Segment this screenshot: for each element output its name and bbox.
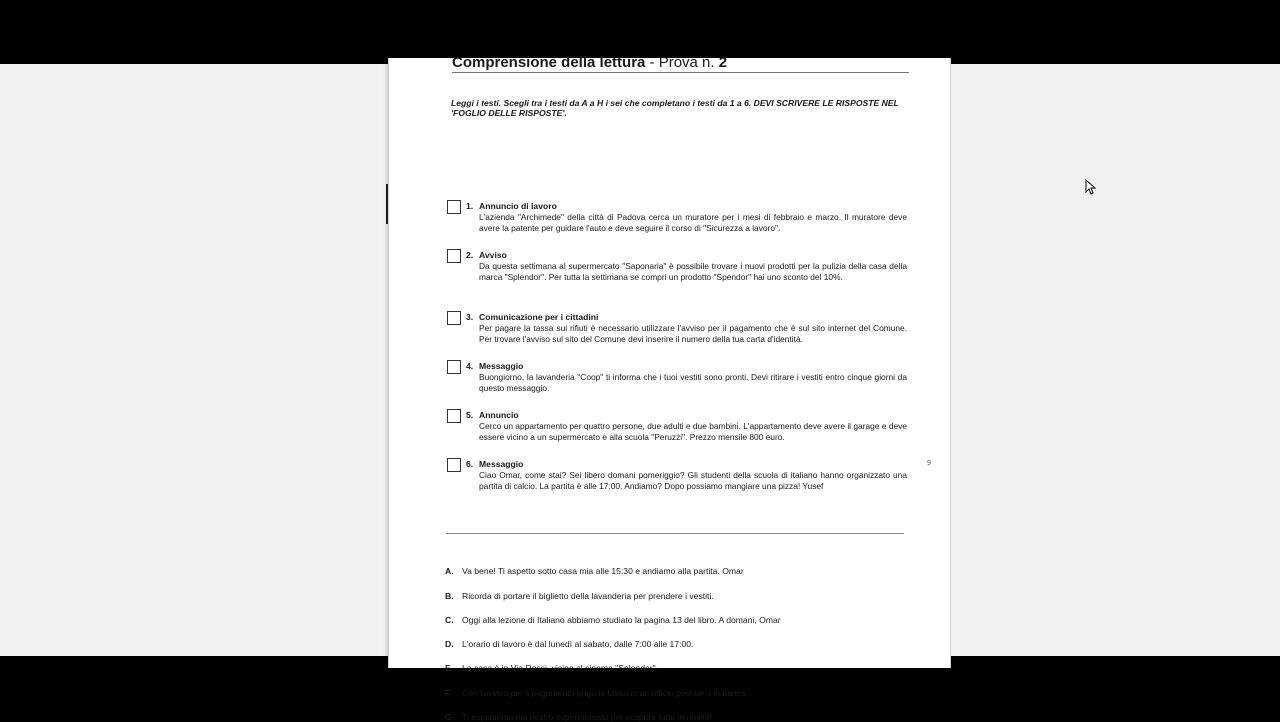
answer-letter: E. <box>445 663 454 673</box>
answer-letter: A. <box>445 566 454 576</box>
answer-text: L'orario di lavoro è dal lunedì al sabato, dalle 7:00 alle 17:00. <box>462 639 694 649</box>
answer-text: Ricorda di portare il biglietto della lavanderia per prendere i vestiti. <box>462 591 714 601</box>
question-number: 2. <box>466 250 474 260</box>
answer-checkbox-2[interactable] <box>447 249 461 263</box>
answer-letter: C. <box>445 615 454 625</box>
section-divider <box>446 533 904 534</box>
answer-letter: D. <box>445 639 454 649</box>
question-text: Ciao Omar, come stai? Sei libero domani pomeriggio? Gli studenti della scuola di italiano hanno organizzato una partita di calcio. La partita è alle 17:00. Andiamo? Dopo possiamo mangiare una pizza! Yusef <box>479 470 907 491</box>
page-number: 9 <box>927 460 931 467</box>
question-title: Avviso <box>479 250 507 260</box>
question-number: 6. <box>466 459 474 469</box>
answer-letter: G. <box>445 712 455 722</box>
answer-checkbox-5[interactable] <box>447 409 461 423</box>
answer-letter: B. <box>445 591 454 601</box>
title-separator: - Prova n. <box>645 54 719 71</box>
mouse-pointer-icon <box>1085 179 1097 195</box>
title-main: Comprensione della lettura <box>452 54 646 71</box>
question-text: Per pagare la tassa sui rifiuti è necessario utilizzare l'avviso per il pagamento che è sul sito internet del Comune. Per trovare l'avviso sul sito del Comune devi inserire il numero della tua carta d'identità. <box>479 323 907 344</box>
answer-checkbox-3[interactable] <box>447 311 461 325</box>
question-number: 5. <box>466 410 474 420</box>
document-viewer[interactable] <box>0 54 1280 722</box>
title-number: 2 <box>718 54 728 71</box>
question-title: Comunicazione per i cittadini <box>479 312 599 322</box>
question-text: Cerco un appartamento per quattro persone, due adulti e due bambini. L'appartamento deve avere il garage e deve essere vicino a un supermercato e alla scuola "Peruzzi". Prezzo mensile 800 euro. <box>479 421 907 442</box>
question-number: 3. <box>466 312 474 322</box>
question-text: L'azienda "Archimede" della città di Padova cerca un muratore per i mesi di febbraio e marzo. Il muratore deve avere la patente per guidare l'auto e deve seguire il corso di "Sicurezza a lavoro". <box>479 212 907 233</box>
page-title <box>452 54 727 71</box>
answer-text: Con l'avviso per il pagamento paga la tassa in un ufficio postale o in banca. <box>462 688 749 698</box>
document-page <box>388 54 951 722</box>
answer-letter: F. <box>445 688 452 698</box>
instructions-text: Leggi i testi. Scegli tra i testi da A a H i sei che completano i testi da 1 a 6. DEVI SCRIVERE LE RISPOSTE NEL 'FOGLIO DELLE RISPOSTE'. <box>451 98 899 118</box>
header-divider <box>452 72 909 73</box>
answer-text: Ti aspettiamo nel nostro supermercato per scoprire tutte le novità! <box>462 712 712 722</box>
question-title: Messaggio <box>479 459 524 469</box>
answer-checkbox-1[interactable] <box>447 200 461 214</box>
answer-checkbox-6[interactable] <box>447 458 461 472</box>
question-number: 4. <box>466 361 474 371</box>
question-text: Buongiorno, la lavanderia "Coop" ti informa che i tuoi vestiti sono pronti. Devi ritirare i vestiti entro cinque giorni da questo messaggio. <box>479 372 907 393</box>
question-text: Da questa settimana al supermercato "Saponaria" è possibile trovare i nuovi prodotti per la pulizia della casa della marca "Splendor". Per tutta la settimana se compri un prodotto "Spendor" hai uno sconto del 10%. <box>479 261 907 282</box>
question-title: Annuncio di lavoro <box>479 201 557 211</box>
answer-text: La casa è in Via Rossi, vicino al cinema "Splendor". <box>462 663 659 673</box>
question-title: Messaggio <box>479 361 524 371</box>
answer-text: Oggi alla lezione di Italiano abbiamo studiato la pagina 13 del libro. A domani, Omar <box>462 615 781 625</box>
question-title: Annuncio <box>479 410 519 420</box>
answer-text: Va bene! Ti aspetto sotto casa mia alle 15:30 e andiamo alla partita. Omar <box>462 566 744 576</box>
question-number: 1. <box>466 201 474 211</box>
answer-checkbox-4[interactable] <box>447 360 461 374</box>
